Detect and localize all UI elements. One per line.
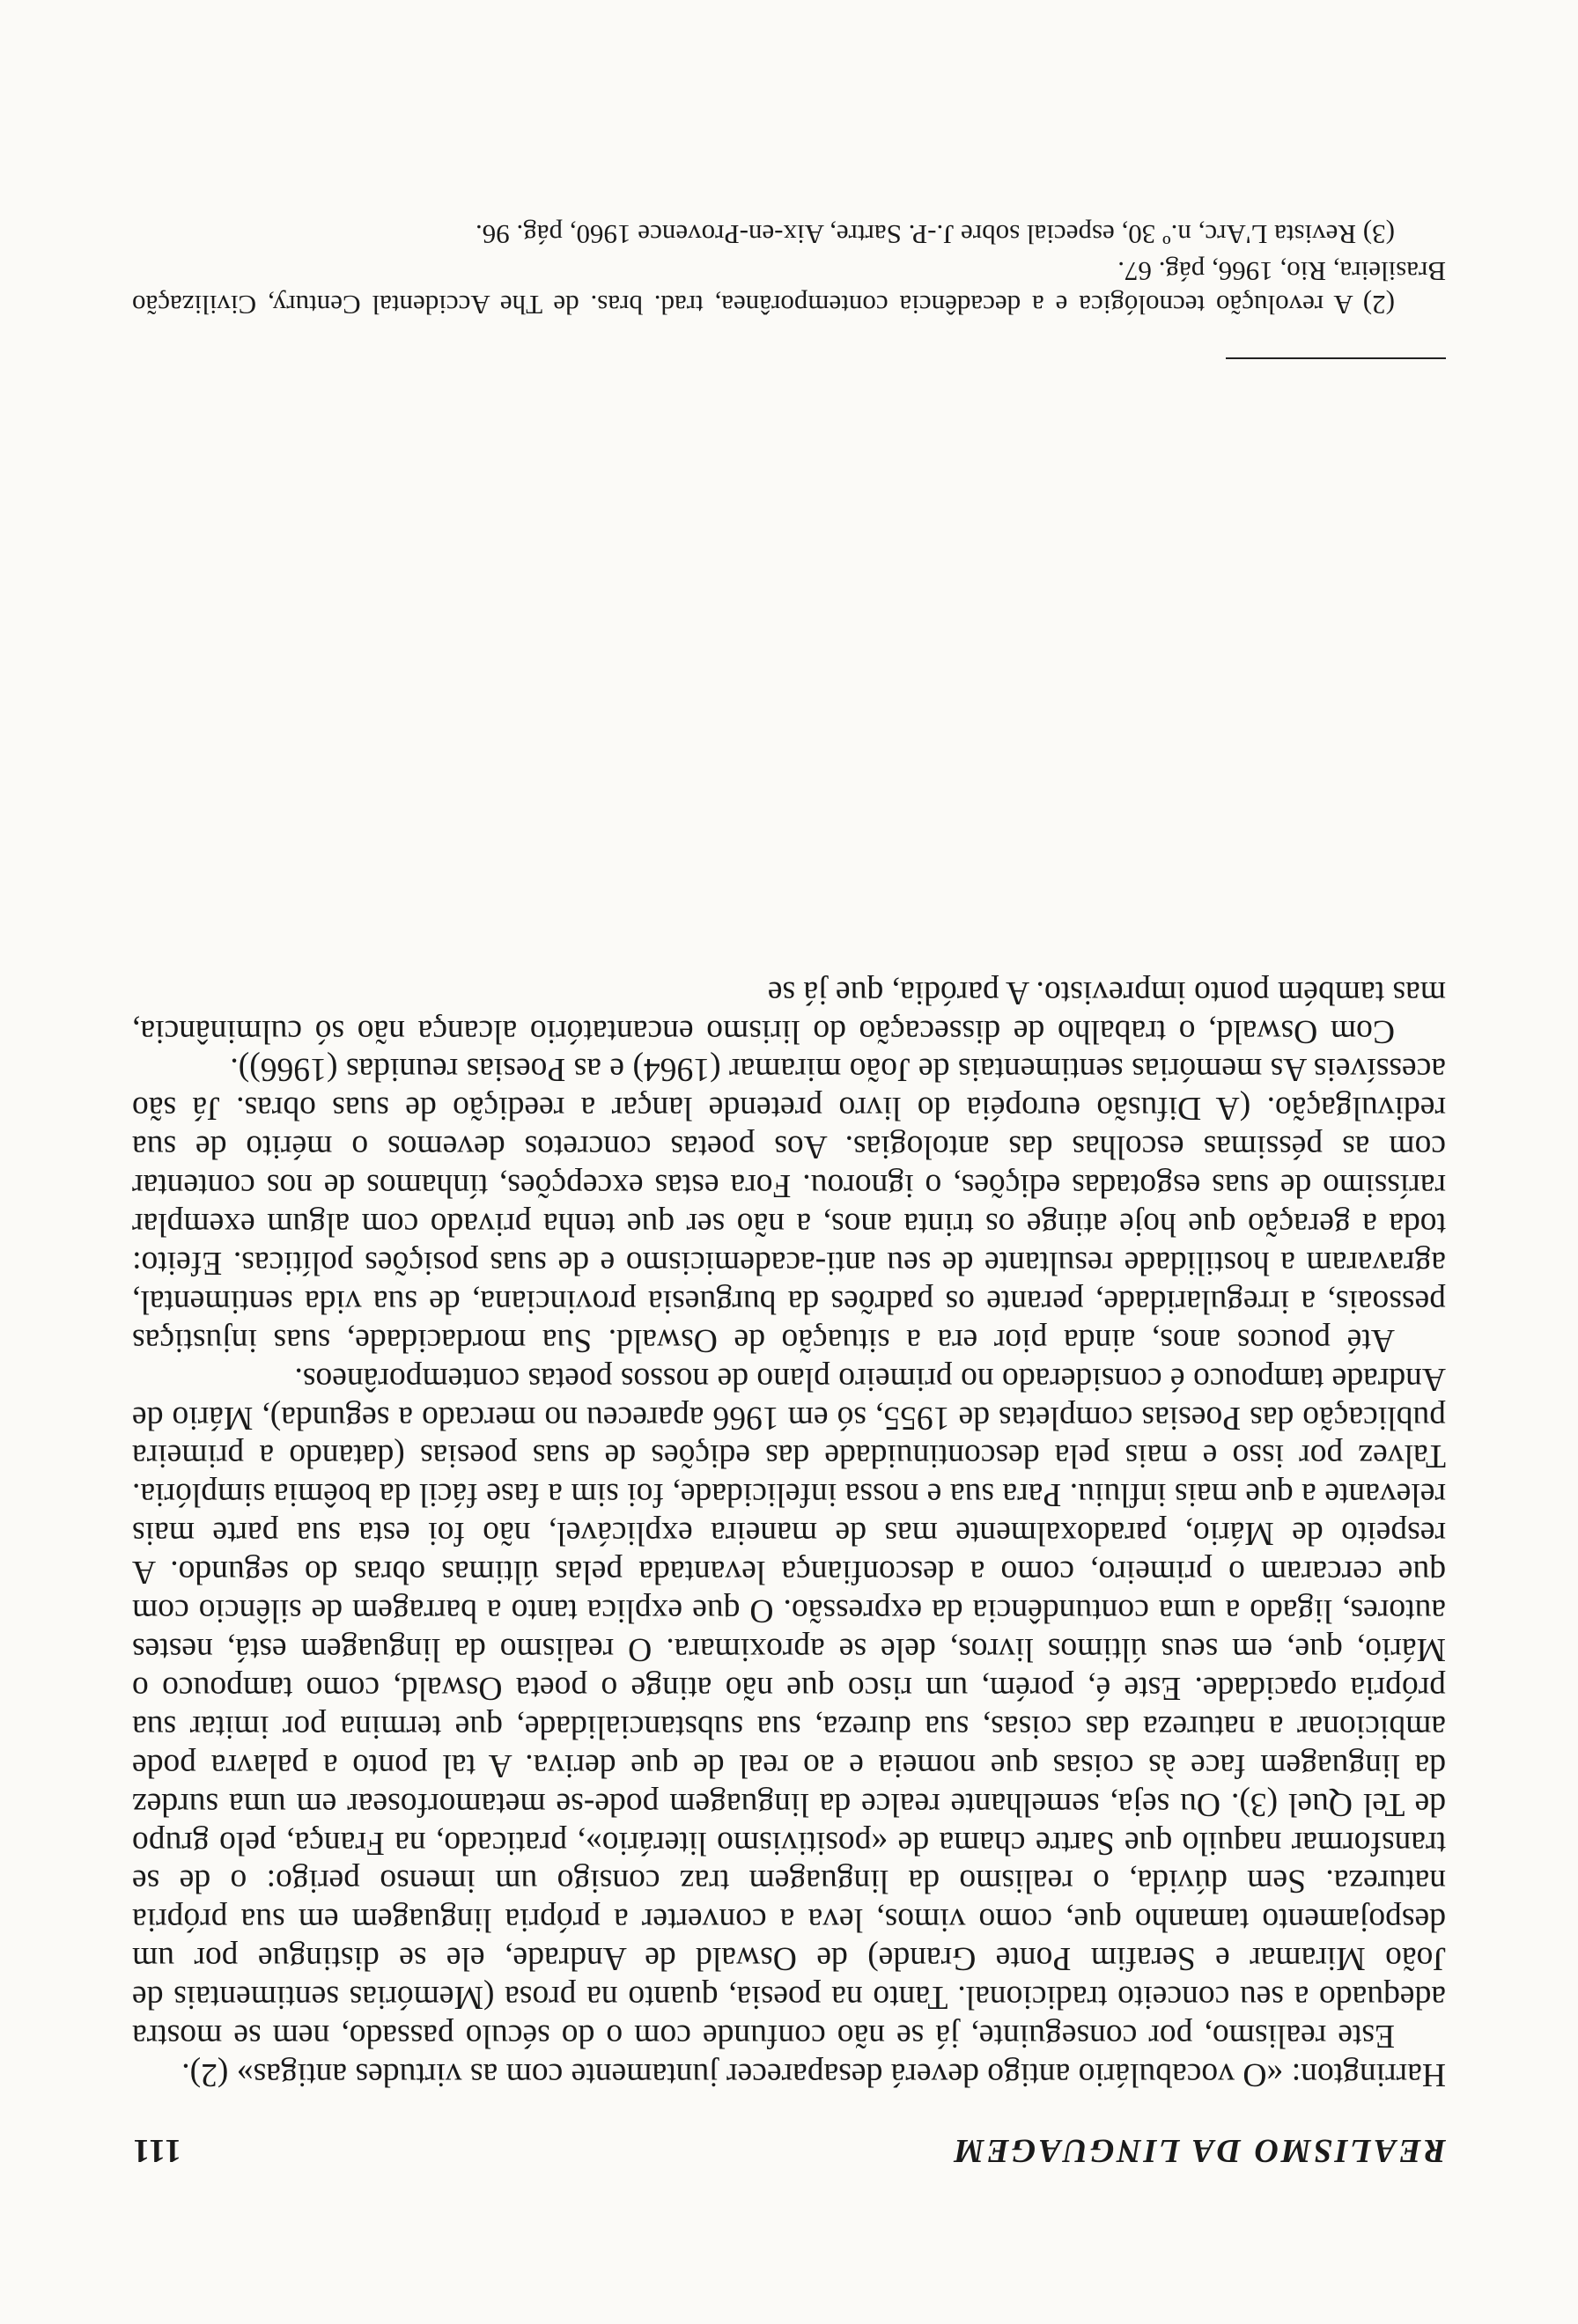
body-text xyxy=(132,973,1446,2093)
paragraph: Com Oswald, o trabalho de dissecação do lirismo encantatório alcança não só culminância, mas também ponto imprevisto. A paródia, que já se xyxy=(132,974,1446,1049)
paragraph: Até poucos anos, ainda pior era a situação de Oswald. Sua mordacidade, suas injustiças pessoais, a irregularidade, perante os padrões da burguesia provinciana, de sua vida sentimental, agravaram a hostilidade resultante de seu anti-academicismo e de suas posições políticas. Efeito: toda a geração que hoje atinge os trinta anos, a não ser que tenha privado com algum exemplar raríssimo de suas esgotadas edições, o ignorou. Fora estas excepções, tínhamos de nos contentar com as péssimas escolhas das antologias. Aos poetas concretos devemos o mérito de sua redivulgação. (A Difusão européia do livro pretende lançar a reedição de suas obras. Já são acessíveis As memórias sentimentais de João miramar (1964) e as Poesias reunidas (1966)). xyxy=(132,1051,1446,1358)
footnote: (2) A revolução tecnológica e a decadência contemporânea, trad. bras. de The Accidental Century, Civilização Brasileira, Rio, 1966, pág. 67. xyxy=(132,256,1446,320)
page-number: 111 xyxy=(132,2132,181,2169)
footnote: (3) Revista L'Arc, n.º 30, especial sobre J.-P. Sartre, Aix-en-Provence 1960, pág. 96. xyxy=(476,219,1395,250)
paragraph: Harrington: «O vocabulário antigo deverá desaparecer juntamente com as virtudes antigas» (2). xyxy=(181,2056,1446,2092)
paragraph: Este realismo, por conseguinte, já se não confunde com o do século passado, nem se mostra adequado a seu conceito tradicional. Tanto na poesia, quanto na prosa (Memórias sentimentais de João Miramar e Serafim Ponte Grande) de Oswald de Andrade, ele se distingue por um despojamento tamanho que, como vimos, leva a converter a própria linguagem em sua própria natureza. Sem dúvida, o realismo da linguagem traz consigo um imenso perigo: o de se transformar naquilo que Sartre chama de «positivismo literário», praticado, na França, pelo grupo de Tel Quel (3). Ou seja, semelhante realce da linguagem pode-se metamorfosear em uma surdez da linguagem face às coisas que nomeia e ao real de que deriva. A tal ponto a palavra pode ambicionar a natureza das coisas, sua dureza, sua substancialidade, que termina por imitar sua própria opacidade. Este é, porém, um risco que não atinge o poeta Oswald, como tampouco o Mário, que, em seus últimos livros, dele se aproximara. O realismo da linguagem está, nestes autores, ligado a uma contundência da expressão. O que explica tanto a barragem de silêncio com que cercaram o primeiro, como a desconfiança levantada pelas últimas obras do segundo. A respeito de Mário, paradoxalmente mas de maneira explicável, não foi esta sua parte mais relevante a que mais influiu. Para sua e nossa infelicidade, foi sim a fase fácil da boêmia simplória. Talvez por isso e mais pela descontinuidade das edições de suas poesias (datando a primeira publicação das Poesias completas de 1955, só em 1966 apareceu no mercado a segunda), Mário de Andrade tampouco é considerado no primeiro plano de nossos poetas contemporâneos. xyxy=(132,1360,1446,2055)
footnote-rule xyxy=(1226,357,1446,359)
footnotes xyxy=(132,214,1446,321)
running-head-title: REALISMO DA LINGUAGEM xyxy=(951,2132,1446,2169)
running-head xyxy=(132,2131,1446,2170)
